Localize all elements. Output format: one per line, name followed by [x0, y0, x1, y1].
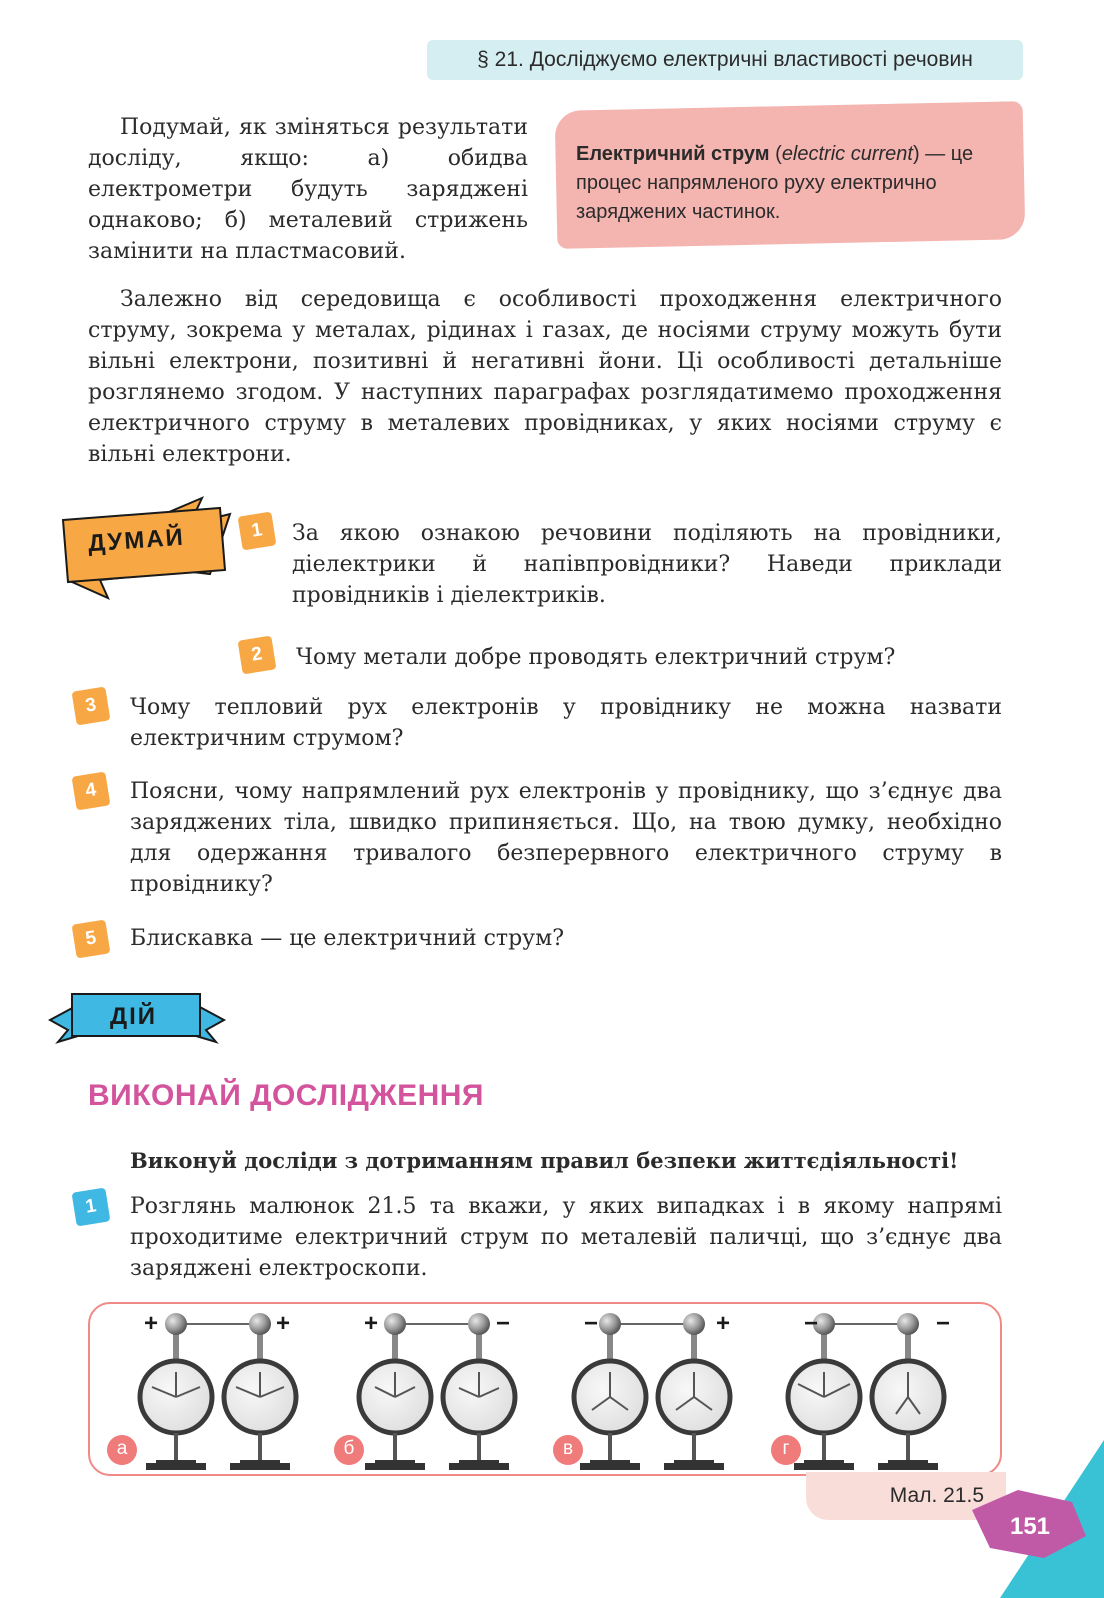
charge-sign-right: + — [716, 1310, 731, 1337]
task-number: 1 — [72, 1188, 111, 1227]
question-text: За якою ознакою речовини поділяють на провідники, діелектрики й напівпровідники? Наведи приклади провідників і діелектриків. — [292, 521, 1002, 608]
definition-body: це процес напрямленого руху електрично заряджених частинок. — [576, 143, 974, 223]
charge-sign-left: − — [584, 1310, 599, 1337]
question-number: 4 — [72, 772, 111, 811]
definition-open-paren: ( — [769, 143, 782, 165]
page-number: 151 — [1009, 1513, 1051, 1540]
question-number: 2 — [238, 636, 277, 675]
question-text: Блискавка — це електричний струм? — [130, 926, 565, 951]
definition-english: electric current — [781, 143, 913, 165]
charge-sign-left: − — [804, 1310, 819, 1337]
figure-caption: Мал. 21.5 — [889, 1484, 984, 1507]
panel-label: в — [553, 1435, 583, 1465]
think-banner-label: ДУМАЙ — [87, 523, 186, 558]
task-text: Розглянь малюнок 21.5 та вкажи, у яких випадках і в якому напрямі проходитиме електричний струм по металевій паличці, що з’єднує два заряджені електроскопи. — [130, 1194, 1002, 1281]
panel-label: а — [107, 1435, 137, 1465]
charge-sign-left: + — [364, 1310, 379, 1337]
safety-note: Виконуй досліди з дотриманням правил безпеки життєдіяльності! — [130, 1148, 959, 1173]
question-text: Чому метали добре проводять електричний струм? — [296, 645, 896, 670]
charge-sign-right: − — [496, 1310, 511, 1337]
do-banner-label: ДІЙ — [110, 1003, 158, 1030]
panel-label: б — [334, 1435, 364, 1465]
body-paragraph: Залежно від середовища є особливості проходження електричного струму, зокрема у металах, рідинах і газах, де носіями струму можуть бути вільні електрони, позитивні й негативні йони. Ці особливості детальніше розглянемо згодом. У наступних параграфах розглядатимемо проходження електричного струму в металевих провідниках, у яких носіями струму є вільні електрони. — [88, 287, 1002, 467]
section-title: ВИКОНАЙ ДОСЛІДЖЕННЯ — [88, 1079, 484, 1112]
electroscope-illustration — [88, 1302, 1002, 1476]
question-number: 5 — [72, 920, 111, 959]
definition-term: Електричний струм — [576, 143, 770, 165]
panel-label: г — [771, 1435, 801, 1465]
definition-text — [576, 140, 1006, 227]
question-number: 3 — [72, 687, 111, 726]
question-text: Чому тепловий рух електронів у провіднику не можна назвати електричним струмом? — [130, 695, 1002, 751]
definition-close-paren: ) — — [912, 143, 946, 165]
charge-sign-right: + — [276, 1310, 291, 1337]
section-header: § 21. Досліджуємо електричні властивості речовин — [427, 40, 1023, 80]
question-number: 1 — [238, 512, 277, 551]
intro-paragraph: Подумай, як зміняться результати досліду, якщо: а) обидва електрометри будуть заряджені однаково; б) металевий стрижень замінити на пластмасовий. — [88, 115, 528, 264]
charge-sign-right: − — [936, 1310, 951, 1337]
charge-sign-left: + — [144, 1310, 159, 1337]
question-text: Поясни, чому напрямлений рух електронів у провіднику, що з’єднує два заряджених тіла, швидко припиняється. Що, на твою думку, необхідно для одержання тривалого безперервного електричного струму в провіднику? — [130, 779, 1002, 897]
